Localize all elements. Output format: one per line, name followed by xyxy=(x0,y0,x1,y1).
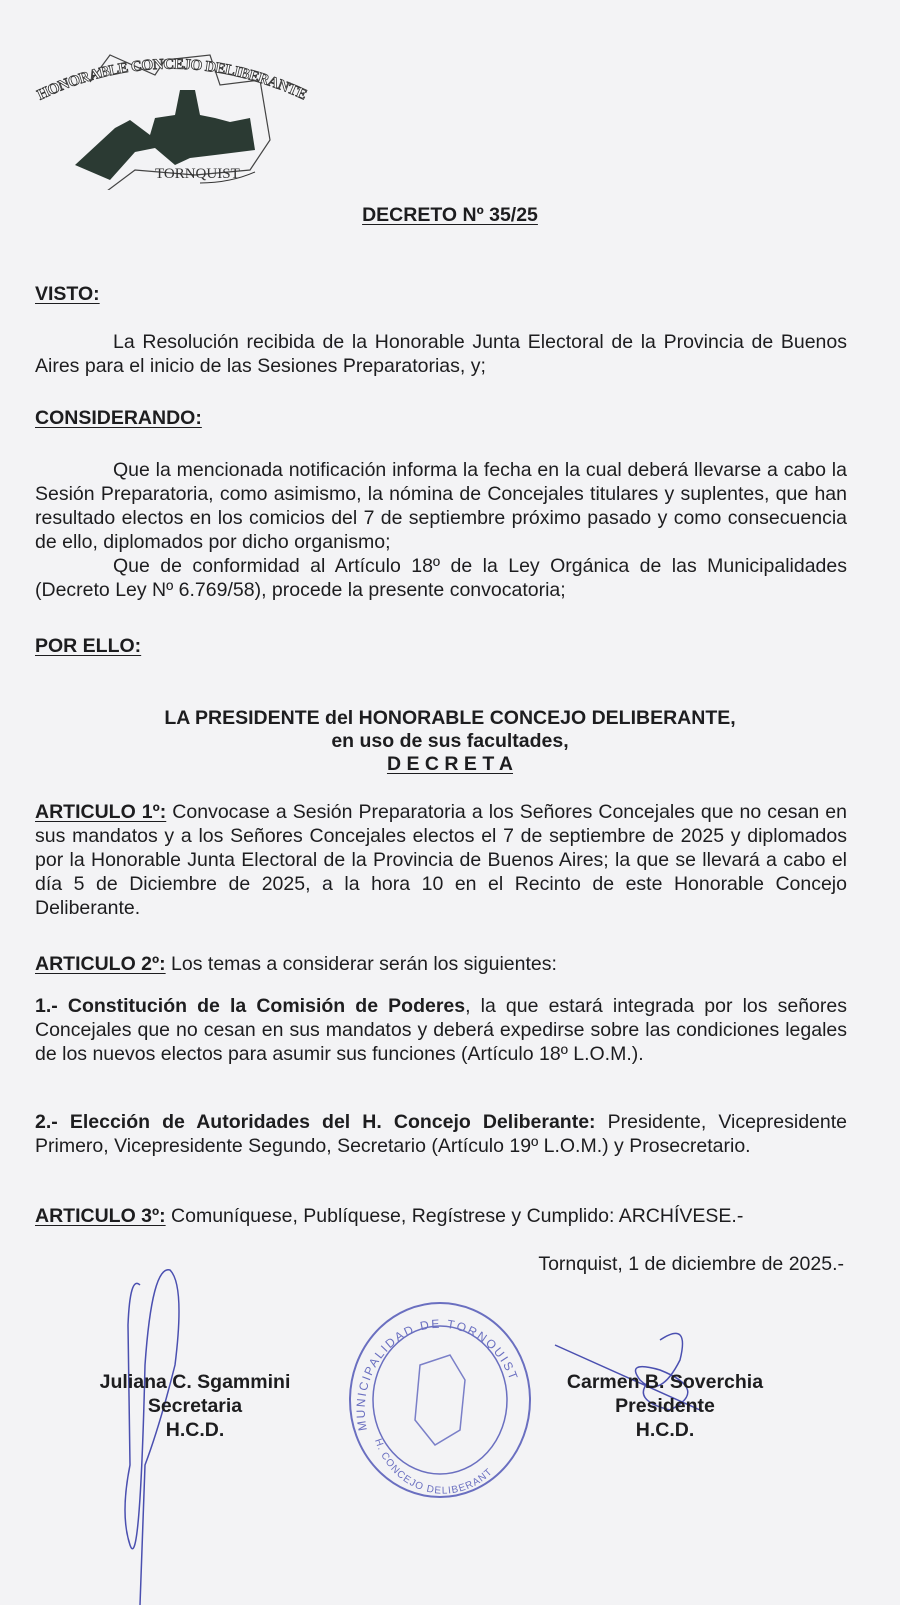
logo-town: TORNQUIST xyxy=(155,166,240,182)
president-role: Presidente xyxy=(615,1395,715,1417)
resolution-line1: LA PRESIDENTE del HONORABLE CONCEJO DELIBERANTE, xyxy=(164,707,736,729)
place-date: Tornquist, 1 de diciembre de 2025.- xyxy=(538,1253,844,1275)
secretary-name: Juliana C. Sgammini xyxy=(99,1371,291,1393)
municipal-seal xyxy=(345,1300,535,1500)
decree-title: DECRETO Nº 35/25 xyxy=(362,204,538,226)
item-1-title: 1.- Constitución de la Comisión de Poderes xyxy=(35,995,466,1017)
article-1-text: Convocase a Sesión Preparatoria a los Señores Concejales que no cesan en sus mandatos y a los Señores Concejales electos el 7 de septiembre de 2025 y diplomados por la Honorable Junta Electoral de la Provincia de Buenos Aires; la que se llevará a cabo el día 5 de Diciembre de 2025, a la hora 10 en el Recinto de este Honorable Concejo Deliberante. xyxy=(35,801,847,919)
item-2 xyxy=(35,1110,847,1158)
article-2-text: Los temas a considerar serán los siguientes: xyxy=(165,953,557,975)
article-3-text: Comuníquese, Publíquese, Regístrese y Cumplido: ARCHÍVESE.- xyxy=(165,1205,744,1227)
council-logo xyxy=(15,40,335,190)
secretary-role: Secretaria xyxy=(147,1395,243,1417)
considerando-heading: CONSIDERANDO: xyxy=(35,407,202,429)
item-1 xyxy=(35,994,847,1066)
president-signature-block xyxy=(550,1370,780,1442)
article-2 xyxy=(35,952,847,976)
secretary-signature-block xyxy=(80,1370,310,1442)
article-1 xyxy=(35,800,847,920)
por-ello-heading: POR ELLO: xyxy=(35,635,142,657)
considerando-p1: Que la mencionada notificación informa la fecha en la cual deberá llevarse a cabo la Sesión Preparatoria, como asimismo, la nómina de Concejales titulares y suplentes, que han resultado electos en los comicios del 7 de septiembre próximo pasado y como consecuencia de ello, diplomados por dicho organismo; xyxy=(35,459,847,553)
secretary-org: H.C.D. xyxy=(165,1419,225,1441)
logo-arc-text: HONORABLE CONCEJO DELIBERANTE xyxy=(34,56,309,104)
visto-heading: VISTO: xyxy=(35,283,100,305)
item-2-text: Presidente, Vicepresidente Primero, Vicepresidente Segundo, Secretario (Artículo 19º L.O.M.) y Prosecretario. xyxy=(35,1111,847,1157)
article-1-label: ARTICULO 1º: xyxy=(35,801,167,823)
svg-text:MUNICIPALIDAD DE TORNQUIST xyxy=(354,1317,522,1432)
seal-inner-text: H. CONCEJO DELIBERANT xyxy=(372,1437,496,1497)
article-2-label: ARTICULO 2º: xyxy=(35,953,166,975)
article-3 xyxy=(35,1204,847,1228)
visto-text: La Resolución recibida de la Honorable Junta Electoral de la Provincia de Buenos Aires para el inicio de las Sesiones Preparatorias, y; xyxy=(35,331,847,377)
resolution-line2: en uso de sus facultades, xyxy=(331,730,569,752)
svg-text:HONORABLE CONCEJO DELIBERANTE xyxy=(35,57,309,104)
decreta-heading: D E C R E T A xyxy=(386,753,514,775)
article-3-label: ARTICULO 3º: xyxy=(35,1205,166,1227)
seal-outer-text: MUNICIPALIDAD DE TORNQUIST xyxy=(353,1316,522,1432)
item-2-title: 2.- Elección de Autoridades del H. Concejo Deliberante: xyxy=(35,1111,596,1133)
president-name: Carmen B. Soverchia xyxy=(566,1371,764,1393)
item-1-text: , la que estará integrada por los señores Concejales que no cesan en sus mandatos y deberá expedirse sobre las condiciones legales de los nuevos electos para asumir sus funciones (Artículo 18º L.O.M.). xyxy=(35,995,847,1065)
president-org: H.C.D. xyxy=(635,1419,695,1441)
considerando-p2: Que de conformidad al Artículo 18º de la Ley Orgánica de las Municipalidades (Decreto Ley Nº 6.769/58), procede la presente convocatoria; xyxy=(35,555,847,601)
